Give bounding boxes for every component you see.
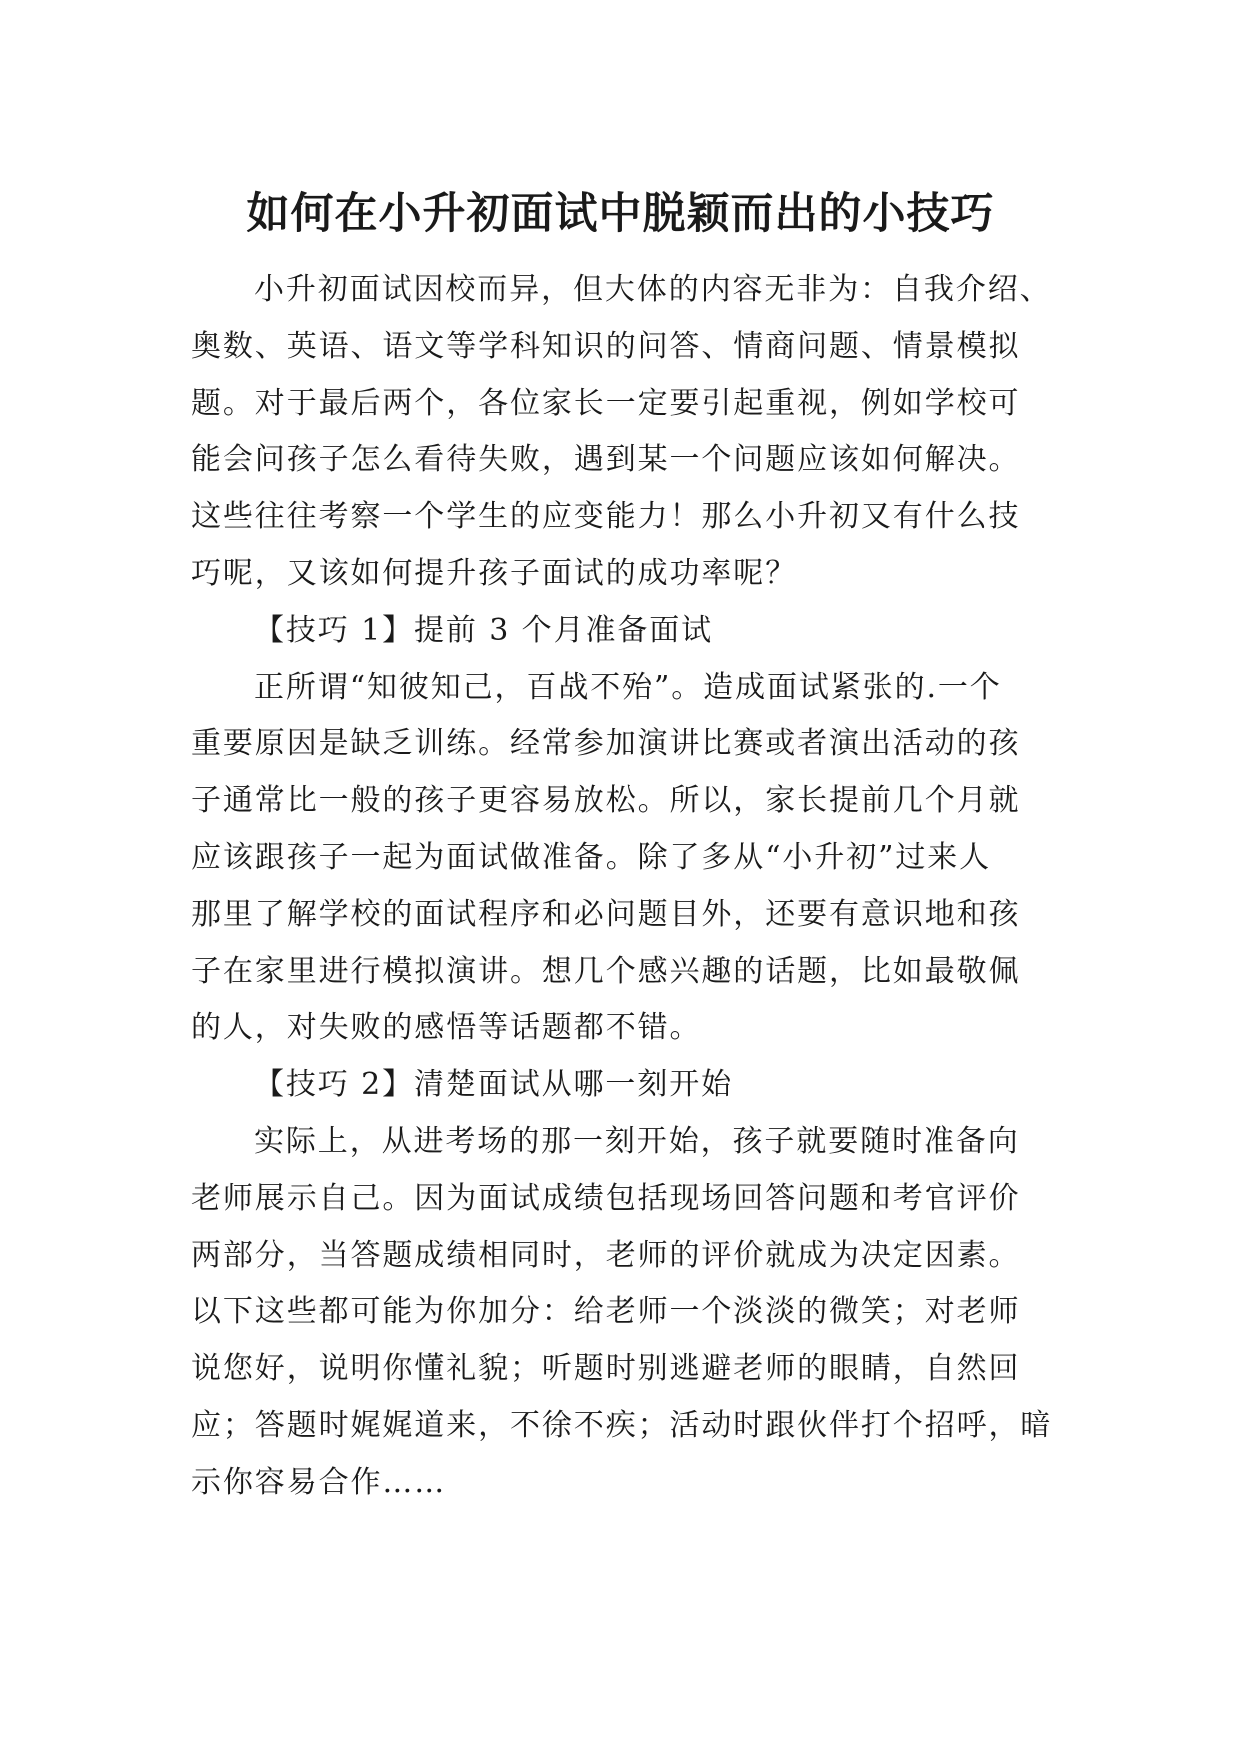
text-line: 的人，对失败的感悟等话题都不错。 [191,1010,702,1046]
text-line: 那里了解学校的面试程序和必问题目外，还要有意识地和孩 [191,896,1021,932]
text-line: 子在家里进行模拟演讲。想几个感兴趣的话题，比如最敬佩 [191,953,1021,989]
text-line: 说您好，说明你懂礼貌；听题时别逃避老师的眼睛，自然回 [191,1351,1021,1387]
section-heading: 【技巧 1】提前 3 个月准备面试 [254,612,714,648]
text-line: 示你容易合作…… [191,1464,447,1500]
document-body [191,262,1051,1512]
text-line: 奥数、英语、语文等学科知识的问答、情商问题、情景模拟 [191,328,1021,364]
text-line: 实际上，从进考场的那一刻开始，孩子就要随时准备向 [254,1123,1020,1159]
text-line: 这些往往考察一个学生的应变能力！那么小升初又有什么技 [191,499,1021,535]
text-line: 老师展示自己。因为面试成绩包括现场回答问题和考官评价 [191,1180,1021,1216]
text-line: 巧呢，又该如何提升孩子面试的成功率呢？ [191,555,798,591]
text-line: 应；答题时娓娓道来，不徐不疾；活动时跟伙伴打个招呼，暗 [191,1407,1053,1443]
text-line: 子通常比一般的孩子更容易放松。所以，家长提前几个月就 [191,783,1021,819]
text-line: 重要原因是缺乏训练。经常参加演讲比赛或者演出活动的孩 [191,726,1021,762]
text-line: 以下这些都可能为你加分：给老师一个淡淡的微笑；对老师 [191,1294,1021,1330]
text-line: 正所谓“知彼知己，百战不殆”。造成面试紧张的.一个 [254,669,1002,705]
text-line: 小升初面试因校而异，但大体的内容无非为：自我介绍、 [254,272,1052,307]
text-line: 能会问孩子怎么看待失败，遇到某一个问题应该如何解决。 [191,442,1021,478]
section-heading: 【技巧 2】清楚面试从哪一刻开始 [254,1067,734,1103]
document-title: 如何在小升初面试中脱颖而出的小技巧 [246,188,995,239]
text-line: 应该跟孩子一起为面试做准备。除了多从“小升初”过来人 [191,839,992,875]
text-line: 两部分，当答题成绩相同时，老师的评价就成为决定因素。 [191,1237,1021,1273]
text-line: 题。对于最后两个，各位家长一定要引起重视，例如学校可 [191,385,1021,421]
